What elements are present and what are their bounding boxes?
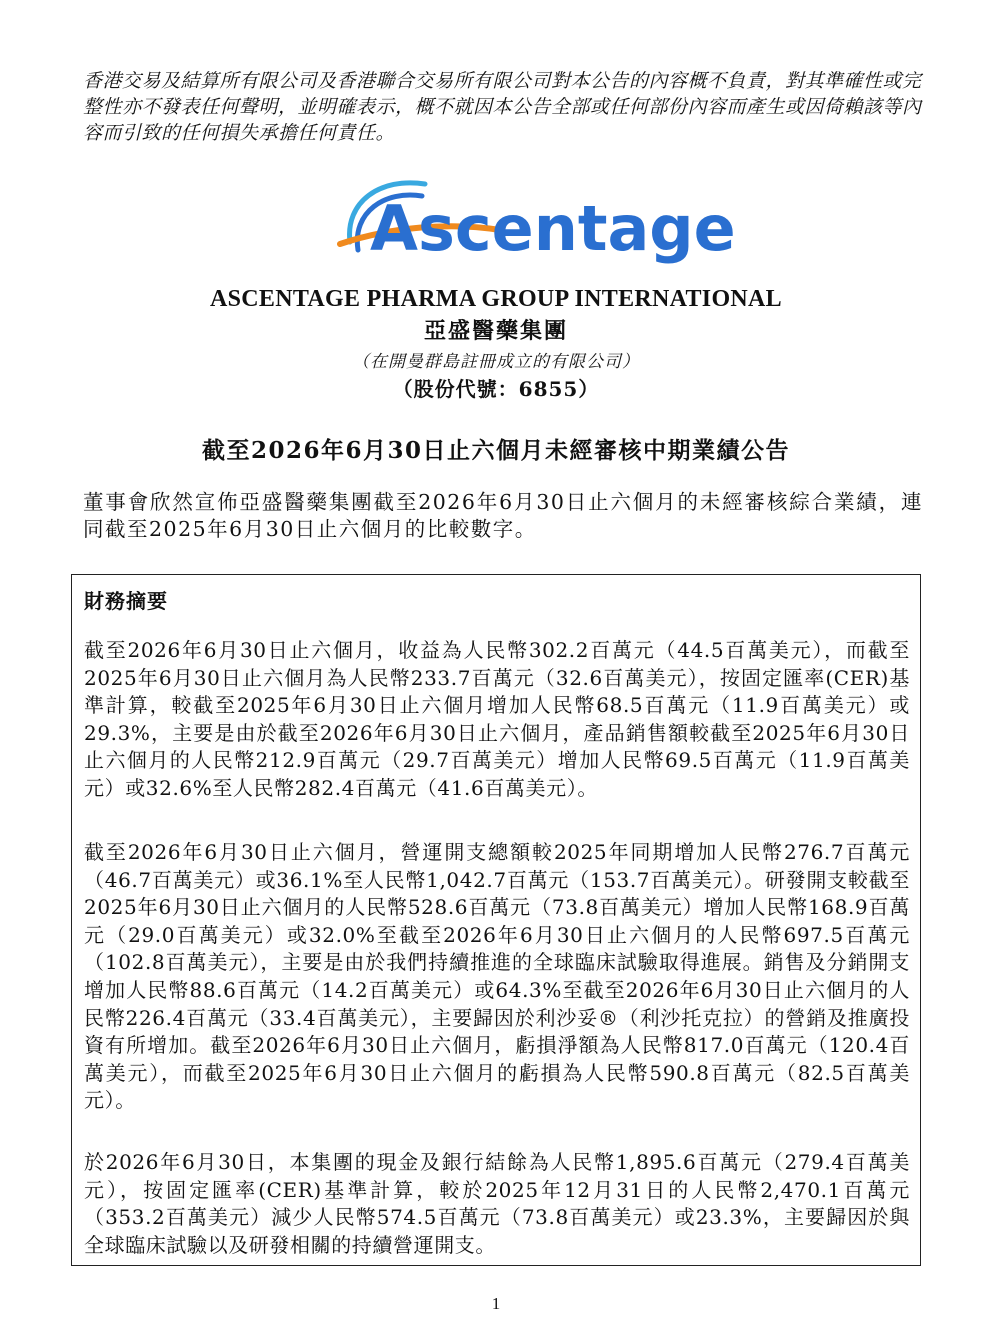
company-name-zh: 亞盛醫藥集團 xyxy=(423,319,568,344)
company-name-en: ASCENTAGE PHARMA GROUP INTERNATIONAL xyxy=(210,286,782,312)
summary-paragraph-revenue: 截至2026年6月30日止六個月，收益為人民幣302.2百萬元（44.5百萬美元），而截至2025年6月30日止六個月為人民幣233.7百萬元（32.6百萬美元），按固定匯率(CER)基準計算，較截至2025年6月30日止六個月增加人民幣68.5百萬元（11.9百萬美元）或29.3%，主要是由於截至2026年6月30日止六個月，產品銷售額較截至2025年6月30日止六個月的人民幣212.9百萬元（29.7百萬美元）增加人民幣69.5百萬元（11.9百萬美元）或32.6%至人民幣282.4百萬元（41.6百萬美元）。 xyxy=(84,638,910,800)
ascentage-logo-icon xyxy=(330,172,736,272)
summary-paragraph-expenses: 截至2026年6月30日止六個月，營運開支總額較2025年同期增加人民幣276.7百萬元（46.7百萬美元）或36.1%至人民幣1,042.7百萬元（153.7百萬美元）。研發開支較截至2025年6月30日止六個月的人民幣528.6百萬元（73.8百萬美元）增加人民幣168.9百萬元（29.0百萬美元）或32.0%至截至2026年6月30日止六個月的人民幣697.5百萬元（102.8百萬美元），主要是由於我們持續推進的全球臨床試驗取得進展。銷售及分銷開支增加人民幣88.6百萬元（14.2百萬美元）或64.3%至截至2026年6月30日止六個月的人民幣226.4百萬元（33.4百萬美元），主要歸因於利沙妥®（利沙托克拉）的營銷及推廣投資有所增加。截至2026年6月30日止六個月，虧損淨額為人民幣817.0百萬元（120.4百萬美元），而截至2025年6月30日止六個月的虧損為人民幣590.8百萬元（82.5百萬美元）。 xyxy=(84,840,910,1113)
incorporation-note: （在開曼群島註冊成立的有限公司） xyxy=(352,352,640,372)
summary-heading: 財務摘要 xyxy=(84,589,168,613)
disclaimer-text: 香港交易及結算所有限公司及香港聯合交易所有限公司對本公告的內容概不負責，對其準確性或完整性亦不發表任何聲明，並明確表示，概不就因本公告全部或任何部份內容而產生或因倚賴該等內容而引致的任何損失承擔任何責任。 xyxy=(83,70,922,144)
stock-code: （股份代號：6855） xyxy=(392,377,600,401)
company-logo xyxy=(330,172,736,272)
financial-summary-box xyxy=(71,574,921,1266)
logo-wordmark: Ascentage xyxy=(370,192,736,265)
summary-paragraph-cash: 於2026年6月30日，本集團的現金及銀行結餘為人民幣1,895.6百萬元（279.4百萬美元），按固定匯率(CER)基準計算，較於2025年12月31日的人民幣2,470.1百萬元（353.2百萬美元）減少人民幣574.5百萬元（73.8百萬美元）或23.3%，主要歸因於與全球臨床試驗以及研發相關的持續營運開支。 xyxy=(84,1150,910,1257)
intro-paragraph: 董事會欣然宣佈亞盛醫藥集團截至2026年6月30日止六個月的未經審核綜合業績，連同截至2025年6月30日止六個月的比較數字。 xyxy=(83,490,923,541)
page-number: 1 xyxy=(491,1294,501,1313)
announcement-title: 截至2026年6月30日止六個月未經審核中期業績公告 xyxy=(201,437,791,464)
